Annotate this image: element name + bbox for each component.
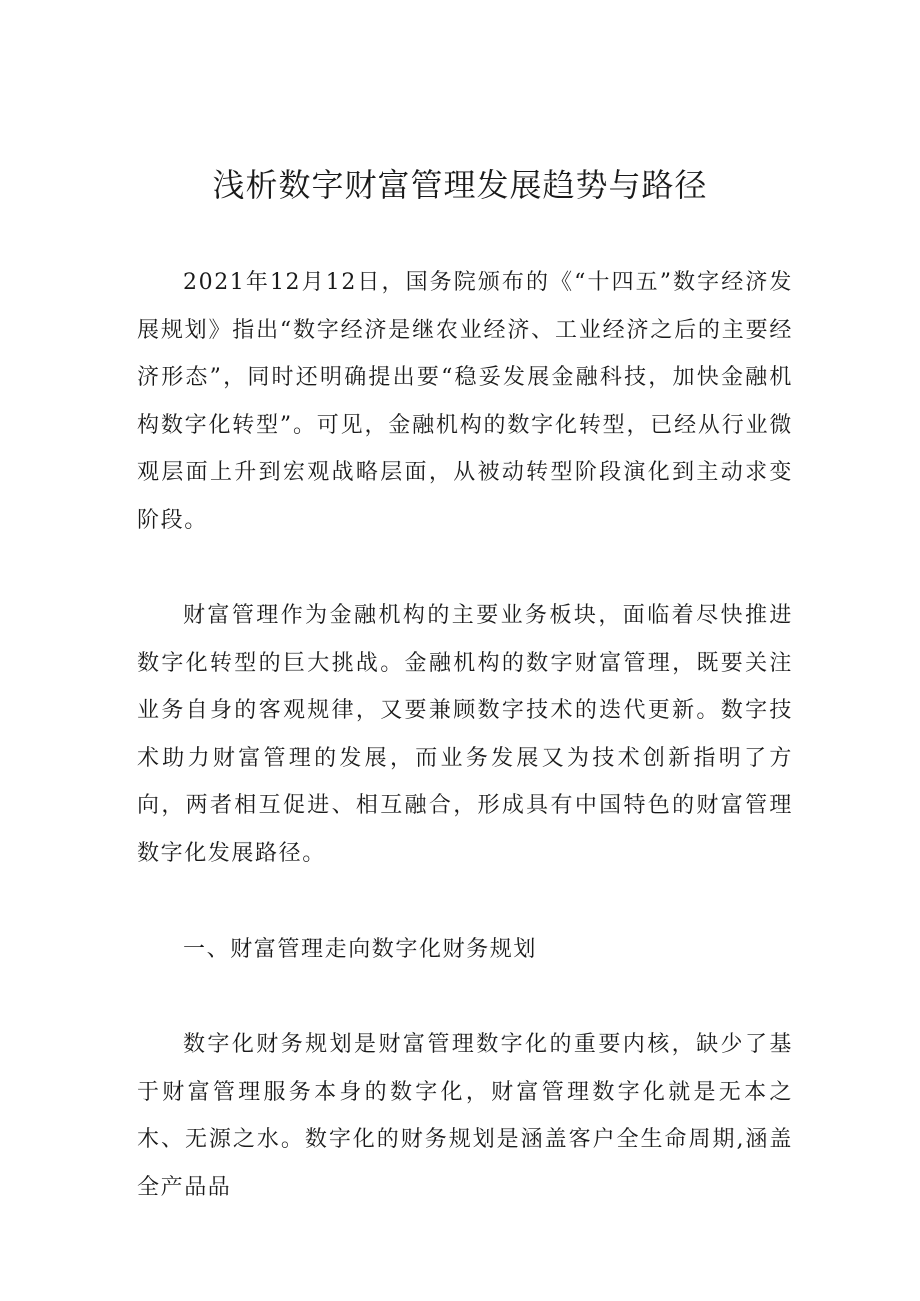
paragraph-intro: 2021年12月12日，国务院颁布的《“十四五”数字经济发展规划》指出“数字经济是继农业经济、工业经济之后的主要经济形态”，同时还明确提出要“稳妥发展金融科技，加快金融机构数字化转型”。可见，金融机构的数字化转型，已经从行业微观层面上升到宏观战略层面，从被动转型阶段演化到主动求变阶段。: [137, 270, 793, 533]
section-heading: 一、财富管理走向数字化财务规划: [183, 937, 538, 962]
document-title: 浅析数字财富管理发展趋势与路径: [212, 166, 708, 204]
paragraph-wealth-management: 财富管理作为金融机构的主要业务板块，面临着尽快推进数字化转型的巨大挑战。金融机构的数字财富管理，既要关注业务自身的客观规律，又要兼顾数字技术的迭代更新。数字技术助力财富管理的发展，而业务发展又为技术创新指明了方向，两者相互促进、相互融合，形成具有中国特色的财富管理数字化发展路径。: [137, 603, 793, 866]
paragraph-financial-planning: 数字化财务规划是财富管理数字化的重要内核，缺少了基于财富管理服务本身的数字化，财富管理数字化就是无本之木、无源之水。数字化的财务规划是涵盖客户全生命周期,涵盖全产品品: [137, 1032, 793, 1200]
